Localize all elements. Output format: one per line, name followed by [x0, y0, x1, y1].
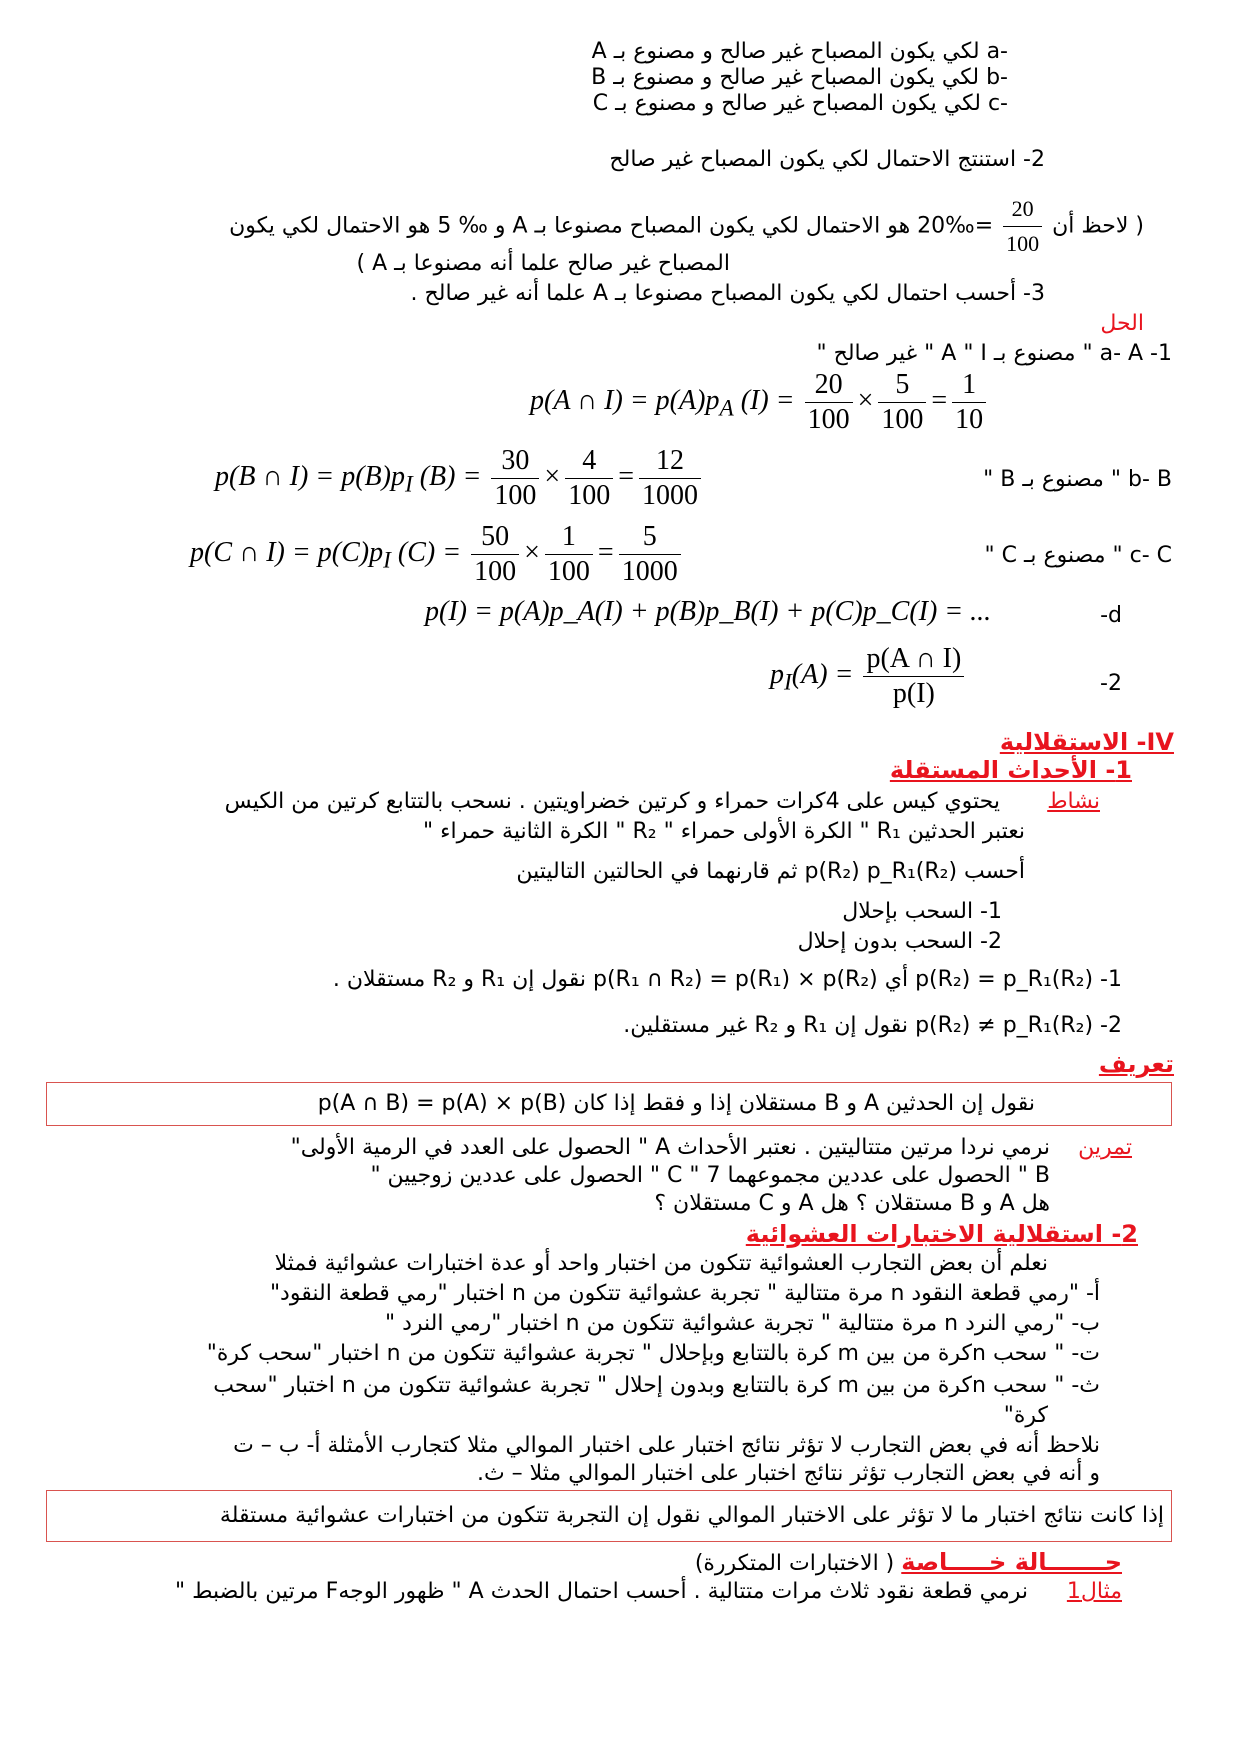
activity-label: نشاط: [1047, 789, 1100, 814]
formula-b-sub: I: [404, 471, 413, 498]
formula-b-mid: (B) =: [419, 460, 482, 492]
solution-title: الحل: [1100, 311, 1144, 336]
compute-line: أحسب p(R₂) p_R₁(R₂) ثم قارنهما في الحالتين التاليتين: [516, 859, 1025, 884]
formula-a-frac2: [878, 368, 926, 437]
observation-2: و أنه في بعض التجارب تؤثر نتائج اختبار على اختبار الموالي مثلا – ث.: [476, 1461, 1100, 1486]
frac-den: 100: [881, 404, 924, 435]
frac-num: 12: [639, 444, 701, 479]
formula-d: p(I) = p(A)p_A(I) + p(B)p_B(I) + p(C)p_C(I) = ...: [425, 596, 992, 627]
example-a: أ- "رمي قطعة النقود n مرة متتالية " تجربة عشوائية تتكون من n اختبار "رمي قطعة النقود": [269, 1281, 1100, 1306]
result-1: 1- p(R₂) = p_R₁(R₂) أي p(R₁ ∩ R₂) = p(R₁) × p(R₂) نقول إن R₁ و R₂ مستقلان .: [332, 967, 1122, 992]
independence-text: إذا كانت نتائج اختبار ما لا تؤثر على الاختبار الموالي نقول إن التجربة تتكون من اختبارات عشوائية مستقلة: [219, 1503, 1164, 1528]
definition-title: تعريف: [1098, 1050, 1174, 1078]
note-frac-den: 100: [1006, 231, 1040, 256]
frac-den: 100: [547, 556, 590, 587]
definition-text: نقول إن الحدثين A و B مستقلان إذا و فقط إذا كان p(A ∩ B) = p(A) × p(B): [317, 1091, 1035, 1116]
formula-q2-frac: [863, 642, 964, 711]
example-th-2: كرة": [1003, 1403, 1048, 1428]
frac-num: 50: [471, 520, 519, 555]
formula-q2-sub: I: [784, 669, 792, 696]
note-prefix: ( لاحظ أن: [1052, 213, 1144, 239]
solution-2-label: 2-: [1100, 671, 1122, 696]
formula-a-frac1: [805, 368, 853, 437]
frac-den: 100: [807, 404, 850, 435]
section-4-1-title: 1- الأحداث المستقلة: [889, 756, 1132, 784]
formula-a-mid: (I) =: [740, 384, 795, 416]
special-case-title: حـــــــالة خـــــاصة: [901, 1548, 1122, 1576]
intro-line: نعلم أن بعض التجارب العشوائية تتكون من اختبار واحد أو عدة اختبارات عشوائية فمثلا: [274, 1251, 1048, 1276]
question-c: -c لكي يكون المصباح غير صالح و مصنوع بـ C: [592, 91, 1008, 116]
frac-den: 100: [494, 480, 537, 511]
frac-den: 100: [474, 556, 517, 587]
example-th-1: ث- " سحب nكرة من بين m كرة بالتتابع وبدون إحلال " تجربة عشوائية تتكون من n اختبار "سحب: [213, 1373, 1100, 1398]
exercise-label: تمرين: [1078, 1135, 1132, 1160]
frac-num: 4: [565, 444, 613, 479]
formula-c-frac1: [471, 520, 519, 589]
question-a: -a لكي يكون المصباح غير صالح و مصنوع بـ A: [591, 39, 1008, 64]
formula-c-frac3: [619, 520, 681, 589]
note-frac-num: 20: [1003, 192, 1042, 227]
section-4-2-title: 2- استقلالية الاختبارات العشوائية: [745, 1220, 1138, 1248]
example-1-label: مثال1: [1066, 1579, 1122, 1604]
section-4-title: IV- الاستقلالية: [999, 728, 1174, 756]
formula-c-frac2: [545, 520, 593, 589]
events-line: نعتبر الحدثين R₁ " الكرة الأولى حمراء " R₂ " الكرة الثانية حمراء ": [423, 819, 1025, 844]
frac-num: 5: [619, 520, 681, 555]
formula-q2-left: p: [770, 658, 784, 690]
special-case-subtitle: ( الاختبارات المتكررة): [694, 1551, 895, 1576]
formula-b-left: p(B ∩ I) = p(B)p: [215, 460, 405, 492]
formula-a: p(A ∩ $I) = p(A)p_A$ (I) = $\frac{20}{100}$ × $\frac{5}{100}$ = $\frac{1}{10}$: [530, 368, 989, 437]
observation-1: نلاحظ أنه في بعض التجارب لا تؤثر نتائج اختبار على اختبار الموالي مثلا كتجارب الأمثلة أ- ب – ت: [233, 1433, 1100, 1458]
exercise-line-1: نرمي نردا مرتين متتاليتين . نعتبر الأحداث A " الحصول على العدد في الرمية الأولى": [290, 1135, 1050, 1160]
frac-den: 1000: [621, 556, 678, 587]
result-2: 2- p(R₂) ≠ p_R₁(R₂) نقول إن R₁ و R₂ غير مستقلين.: [623, 1013, 1122, 1038]
formula-q2: [770, 642, 967, 711]
frac-num: 30: [491, 444, 539, 479]
formula-b-frac1: [491, 444, 539, 513]
frac-num: 1: [545, 520, 593, 555]
solution-a-label: 1- a- A " مصنوع بـ A " I " غير صالح ": [816, 341, 1172, 366]
case-2: 2- السحب بدون إحلال: [797, 929, 1002, 954]
frac-den: p(I): [892, 678, 935, 709]
frac-den: 1000: [641, 480, 698, 511]
frac-num: p(A ∩ I): [863, 642, 964, 677]
question-3: 3- أحسب احتمال لكي يكون المصباح مصنوعا بـ A علما أنه غير صالح .: [410, 281, 1045, 306]
formula-b-frac3: [639, 444, 701, 513]
frac-num: 20: [805, 368, 853, 403]
question-2: 2- استنتج الاحتمال لكي يكون المصباح غير صالح: [609, 147, 1045, 172]
example-t: ت- " سحب nكرة من بين m كرة بالتتابع وبإحلال " تجربة عشوائية تتكون من n اختبار "سحب كرة": [206, 1341, 1100, 1366]
example-b: ب- "رمي النرد n مرة متتالية " تجربة عشوائية تتكون من n اختبار "رمي النرد ": [384, 1311, 1100, 1336]
formula-b-frac2: [565, 444, 613, 513]
formula-c-mid: (C) =: [397, 536, 462, 568]
formula-b: p(B ∩ $I) = p(B)p_I$ (B) = $\frac{30}{100}$ × $\frac{4}{100}$ = $\frac{12}{1000}$: [215, 444, 704, 513]
exercise-line-3: هل A و B مستقلان ؟ هل A و C مستقلان ؟: [654, 1191, 1050, 1216]
case-1: 1- السحب بإحلال: [842, 899, 1002, 924]
question-b: -b لكي يكون المصباح غير صالح و مصنوع بـ B: [591, 65, 1008, 90]
solution-c-label: c- C " مصنوع بـ C ": [984, 543, 1172, 568]
solution-d-label: d-: [1100, 603, 1122, 628]
frac-num: 1: [952, 368, 986, 403]
formula-a-sub: A: [719, 395, 734, 422]
solution-b-label: b- B " مصنوع بـ B ": [983, 467, 1172, 492]
special-case-heading: [695, 1548, 1122, 1578]
frac-den: 100: [568, 480, 611, 511]
exercise-line-2: B " الحصول على عددين مجموعهما 7 " C " الحصول على عددين زوجيين ": [370, 1163, 1050, 1188]
example-1-text: نرمي قطعة نقود ثلاث مرات متتالية . أحسب احتمال الحدث A " ظهور الوجهF مرتين بالضبط ": [175, 1579, 1028, 1604]
formula-c-sub: I: [383, 547, 391, 574]
formula-a-frac3: [952, 368, 986, 437]
note-fraction: [1003, 192, 1042, 261]
formula-c-left: p(C ∩ I) = p(C)p: [190, 536, 384, 568]
formula-q2-mid: (A) =: [791, 658, 854, 690]
activity-text: يحتوي كيس على 4كرات حمراء و كرتين خضراويتين . نسحب بالتتابع كرتين من الكيس: [224, 789, 1000, 814]
note-line-2: المصباح غير صالح علما أنه مصنوعا بـ A ): [356, 251, 730, 276]
formula-a-left: p(A ∩ I) = p(A)p: [530, 384, 720, 416]
formula-c: p(C ∩ $I) = p(C)p_I$ (C) = $\frac{50}{100}$ × $\frac{1}{100}$ = $\frac{5}{1000}$: [190, 520, 684, 589]
frac-den: 10: [955, 404, 984, 435]
frac-num: 5: [878, 368, 926, 403]
note-rest: =‰20 هو الاحتمال لكي يكون المصباح مصنوعا بـ A و ‰ 5 هو الاحتمال لكي يكون: [229, 213, 994, 239]
